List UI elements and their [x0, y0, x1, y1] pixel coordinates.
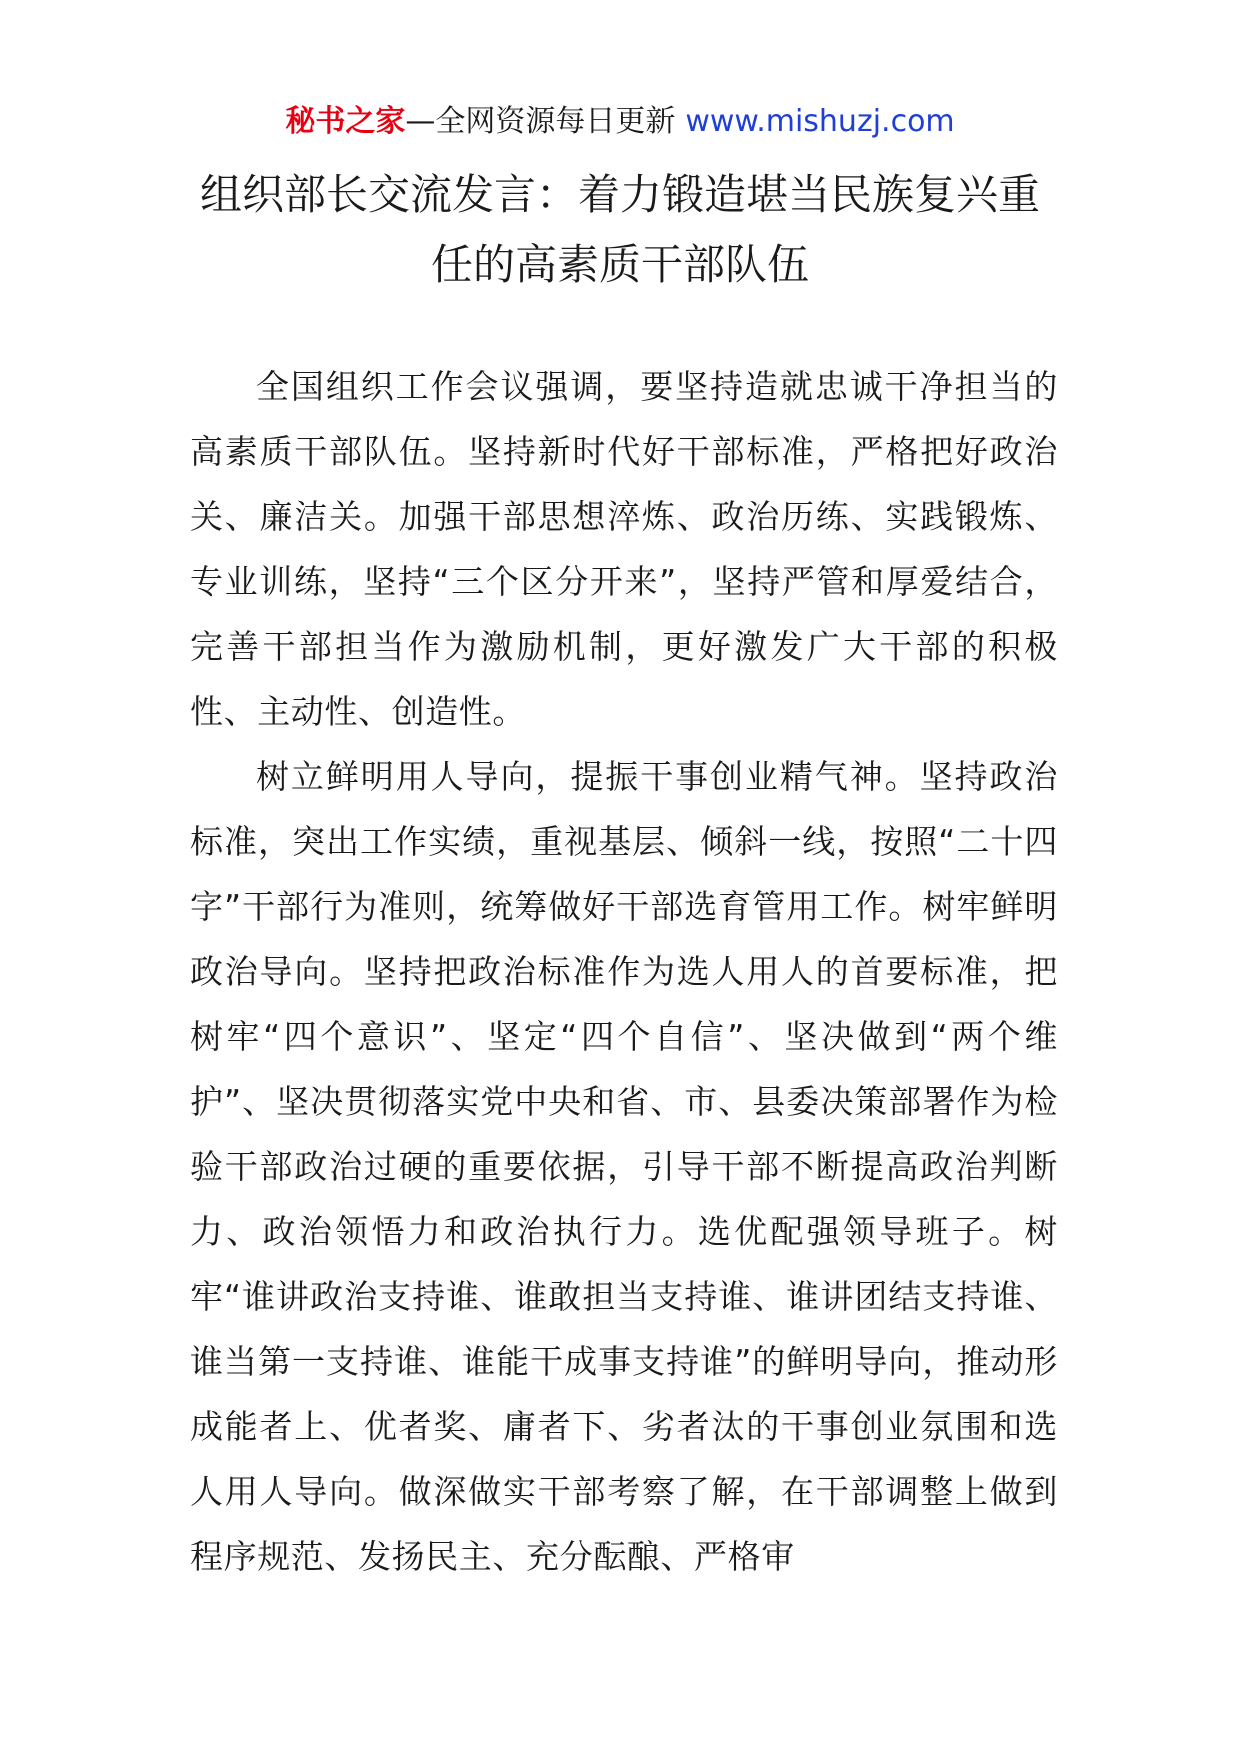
document-title	[150, 160, 1090, 300]
brand-name: 秘书之家	[285, 104, 406, 139]
title-line-1: 组织部长交流发言：着力锻造堪当民族复兴重	[199, 170, 1040, 219]
header-slogan: —全网资源每日更新	[405, 104, 676, 139]
title-line-2: 任的高素质干部队伍	[430, 240, 809, 289]
paragraph-2: 树立鲜明用人导向，提振干事创业精气神。坚持政治标准，突出工作实绩，重视基层、倾斜一线，按照“二十四字”干部行为准则，统筹做好干部选育管用工作。树牢鲜明政治导向。坚持把政治标准作为选人用人的首要标准，把树牢“四个意识”、坚定“四个自信”、坚决做到“两个维护”、坚决贯彻落实党中央和省、市、县委决策部署作为检验干部政治过硬的重要依据，引导干部不断提高政治判断力、政治领悟力和政治执行力。选优配强领导班子。树牢“谁讲政治支持谁、谁敢担当支持谁、谁讲团结支持谁、谁当第一支持谁、谁能干成事支持谁”的鲜明导向，推动形成能者上、优者奖、庸者下、劣者汰的干事创业氛围和选人用人导向。做深做实干部考察了解，在干部调整上做到程序规范、发扬民主、充分酝酿、严格审	[190, 757, 1058, 1576]
document-body	[190, 354, 1058, 1589]
paragraph-1: 全国组织工作会议强调，要坚持造就忠诚干净担当的高素质干部队伍。坚持新时代好干部标准，严格把好政治关、廉洁关。加强干部思想淬炼、政治历练、实践锻炼、专业训练，坚持“三个区分开来”，坚持严管和厚爱结合，完善干部担当作为激励机制，更好激发广大干部的积极性、主动性、创造性。	[190, 367, 1058, 731]
site-header	[0, 102, 1240, 142]
site-url-link[interactable]: www.mishuzj.com	[685, 104, 955, 139]
